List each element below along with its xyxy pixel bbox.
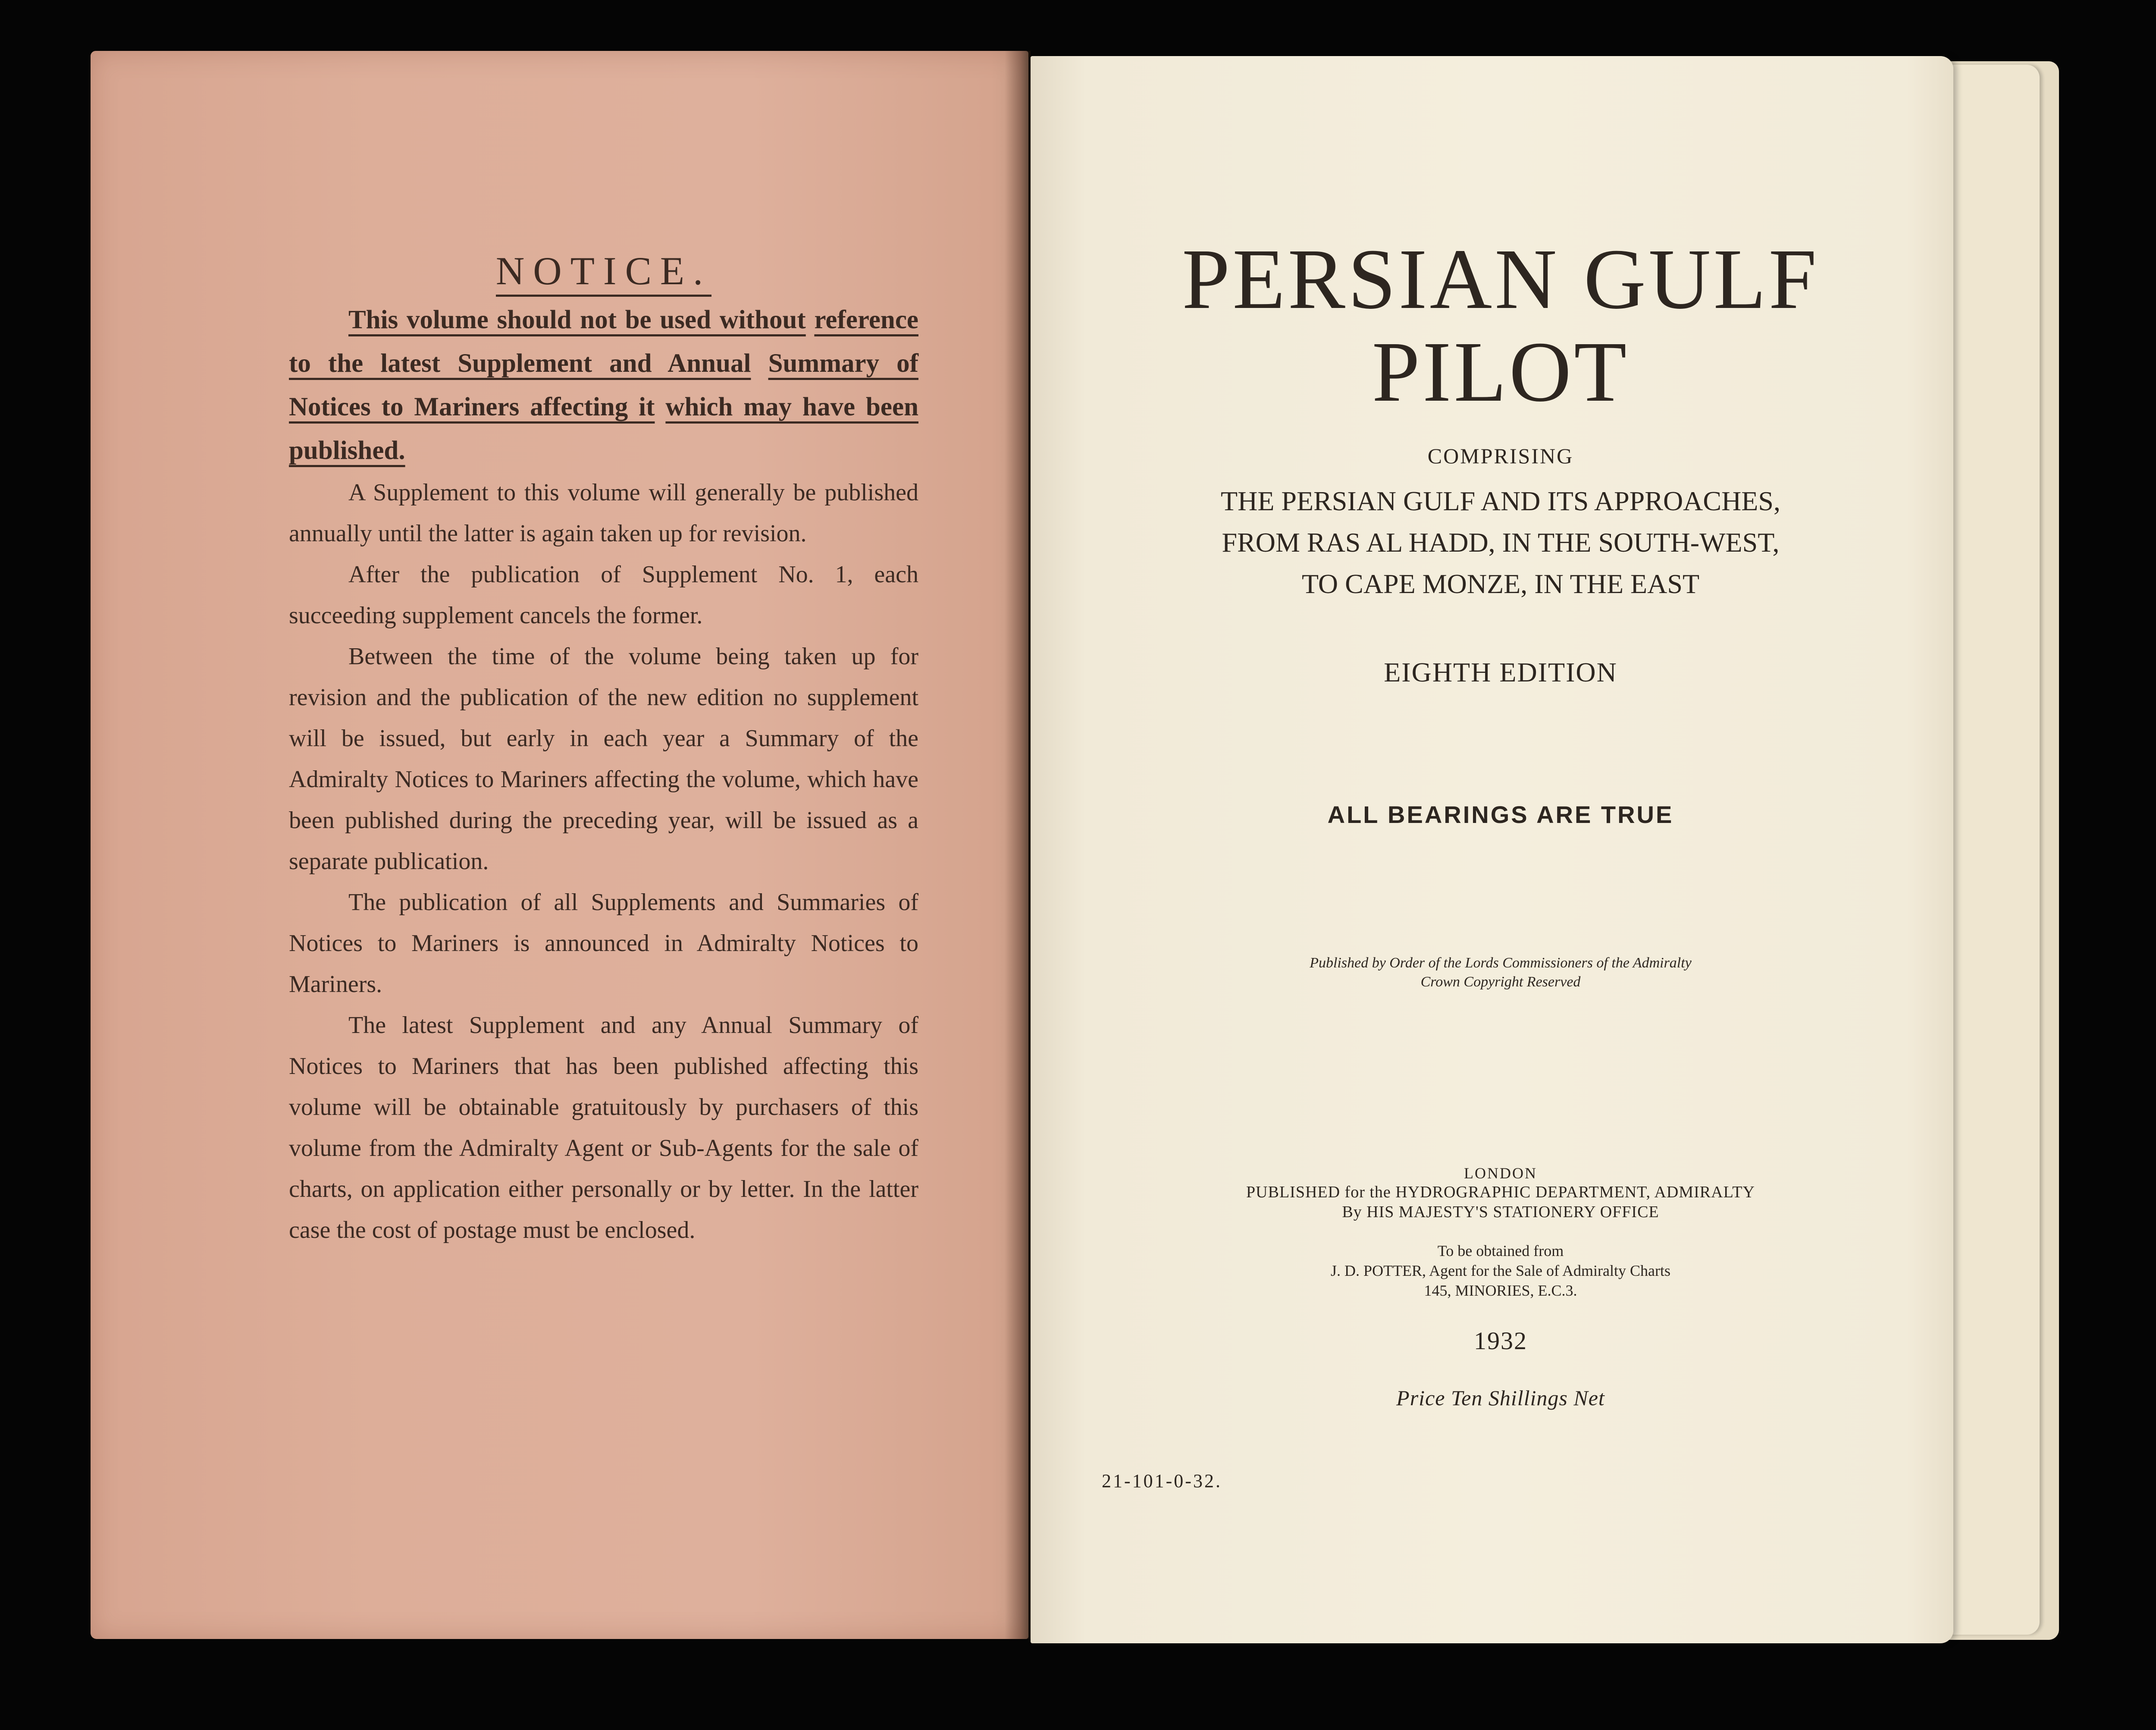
obtain-line-1: To be obtained from (1437, 1242, 1564, 1259)
notice-paragraph-2: After the publication of Supplement No. 1, each succeeding supplement cancels the former. (289, 561, 918, 629)
publication-year: 1932 (1474, 1327, 1527, 1355)
scope-line-1: THE PERSIAN GULF AND ITS APPROACHES, (1221, 486, 1780, 516)
notice-paragraph-3: Between the time of the volume being taken up for revision and the publication of the new edition no supplement will be issued, but early in each year a Summary of the Admiralty Notices to Mariners affecting the volume, which have been published during the preceding year, will be issued as a separate publication. (289, 643, 918, 875)
bearings-note: ALL BEARINGS ARE TRUE (1327, 801, 1674, 828)
agent-info (1112, 1241, 1889, 1300)
copyright-line: Crown Copyright Reserved (1420, 974, 1581, 990)
comprising-label: COMPRISING (1427, 444, 1574, 468)
warning-line-2: reference to the latest Supplement and Annual (289, 305, 918, 378)
title-section (1112, 233, 1889, 1410)
obtain-line-2: J. D. POTTER, Agent for the Sale of Admiralty Charts (1331, 1262, 1670, 1279)
book-title (1112, 233, 1889, 418)
warning-line-3: Summary of Notices to Mariners affecting it (289, 349, 918, 421)
notice-paragraph-4: The publication of all Supplements and Summaries of Notices to Mariners is announced in Admiralty Notices to Mariners. (289, 889, 918, 998)
place-of-publication: LONDON (1464, 1165, 1537, 1182)
notice-section (289, 248, 918, 1251)
publisher-line: PUBLISHED for the HYDROGRAPHIC DEPARTMENT, ADMIRALTY (1246, 1183, 1755, 1201)
title-line-1: PERSIAN GULF (1182, 232, 1819, 327)
price-line: Price Ten Shillings Net (1396, 1386, 1605, 1410)
scope-line-3: TO CAPE MONZE, IN THE EAST (1301, 568, 1700, 599)
warning-line-4: which may have been published. (289, 392, 918, 465)
scope-description (1112, 480, 1889, 605)
stationery-office-line: By HIS MAJESTY'S STATIONERY OFFICE (1342, 1203, 1659, 1221)
notice-paragraph-1: A Supplement to this volume will generally be published annually until the latter is again taken up for revision. (289, 479, 918, 547)
book-gutter (1005, 51, 1031, 1639)
print-code: 21-101-0-32. (1102, 1470, 1222, 1491)
notice-heading: NOTICE. (289, 248, 918, 294)
title-line-2: PILOT (1372, 324, 1630, 420)
notice-paragraph-5: The latest Supplement and any Annual Summary of Notices to Mariners that has been published affecting this volume will be obtainable gratuitously by purchasers of this volume from the Admiralty Agent or Sub-Agents for the sale of charts, on application either personally or by letter. In the latter case the cost of postage must be enclosed. (289, 1012, 918, 1243)
edition-label: EIGHTH EDITION (1384, 657, 1617, 688)
notice-warning (289, 298, 918, 472)
scope-line-2: FROM RAS AL HADD, IN THE SOUTH-WEST, (1222, 527, 1780, 558)
published-by-line: Published by Order of the Lords Commissioners of the Admiralty (1310, 955, 1692, 971)
obtain-line-3: 145, MINORIES, E.C.3. (1424, 1282, 1577, 1299)
warning-line-1: This volume should not be used without (348, 305, 806, 334)
publication-authority (1112, 954, 1889, 992)
